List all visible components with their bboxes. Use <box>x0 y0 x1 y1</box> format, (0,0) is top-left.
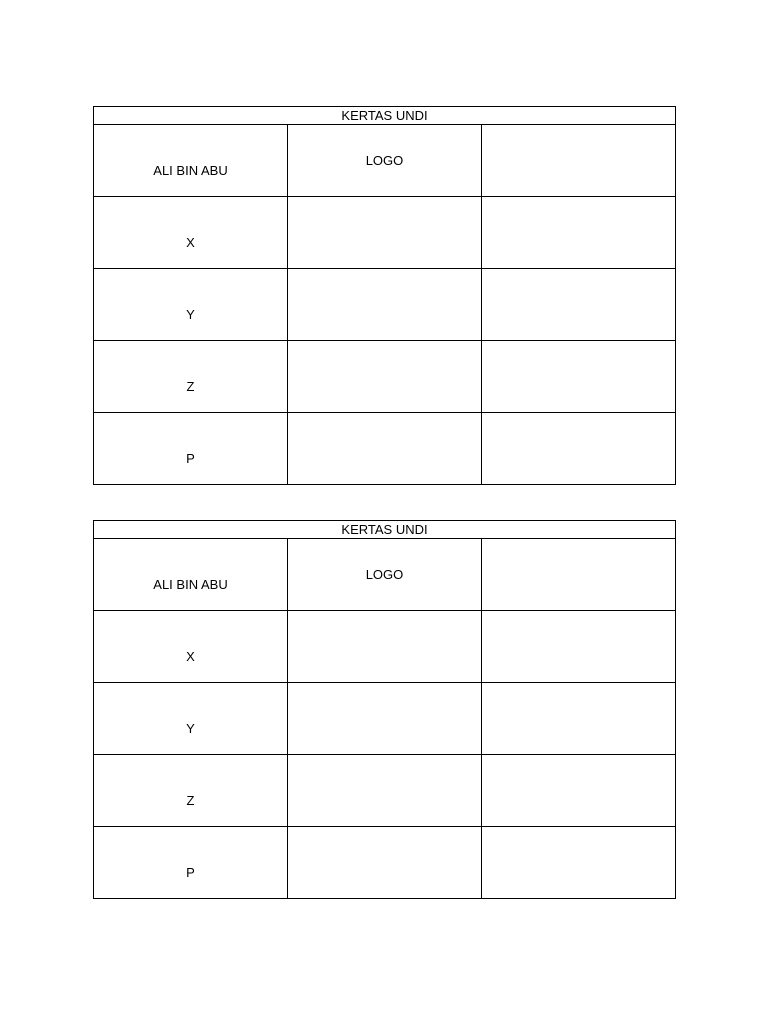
ballot-table-2 <box>93 520 676 899</box>
vote-box[interactable] <box>482 269 676 341</box>
candidate-logo: LOGO <box>288 125 482 197</box>
vote-box[interactable] <box>482 341 676 413</box>
candidate-logo <box>288 269 482 341</box>
candidate-name: ALI BIN ABU <box>94 125 288 197</box>
vote-box[interactable] <box>482 413 676 485</box>
candidate-name: X <box>94 611 288 683</box>
ballot-title-row <box>94 521 676 539</box>
candidate-row <box>94 197 676 269</box>
candidate-logo <box>288 683 482 755</box>
candidate-name: Z <box>94 755 288 827</box>
candidate-logo <box>288 197 482 269</box>
candidate-logo <box>288 827 482 899</box>
vote-box[interactable] <box>482 683 676 755</box>
candidate-row <box>94 341 676 413</box>
vote-box[interactable] <box>482 755 676 827</box>
candidate-row <box>94 125 676 197</box>
candidate-row <box>94 269 676 341</box>
candidate-name: Z <box>94 341 288 413</box>
candidate-name: Y <box>94 683 288 755</box>
vote-box[interactable] <box>482 125 676 197</box>
candidate-logo: LOGO <box>288 539 482 611</box>
candidate-logo <box>288 341 482 413</box>
vote-box[interactable] <box>482 611 676 683</box>
ballot-title-row <box>94 107 676 125</box>
candidate-logo <box>288 413 482 485</box>
candidate-name: X <box>94 197 288 269</box>
candidate-row <box>94 539 676 611</box>
vote-box[interactable] <box>482 827 676 899</box>
candidate-row <box>94 827 676 899</box>
candidate-logo <box>288 611 482 683</box>
candidate-row <box>94 755 676 827</box>
candidate-name: P <box>94 827 288 899</box>
ballot-title: KERTAS UNDI <box>94 107 676 125</box>
vote-box[interactable] <box>482 539 676 611</box>
candidate-name: ALI BIN ABU <box>94 539 288 611</box>
candidate-row <box>94 683 676 755</box>
candidate-row <box>94 413 676 485</box>
candidate-row <box>94 611 676 683</box>
vote-box[interactable] <box>482 197 676 269</box>
candidate-name: Y <box>94 269 288 341</box>
candidate-name: P <box>94 413 288 485</box>
ballot-title: KERTAS UNDI <box>94 521 676 539</box>
candidate-logo <box>288 755 482 827</box>
ballot-table-1 <box>93 106 676 485</box>
